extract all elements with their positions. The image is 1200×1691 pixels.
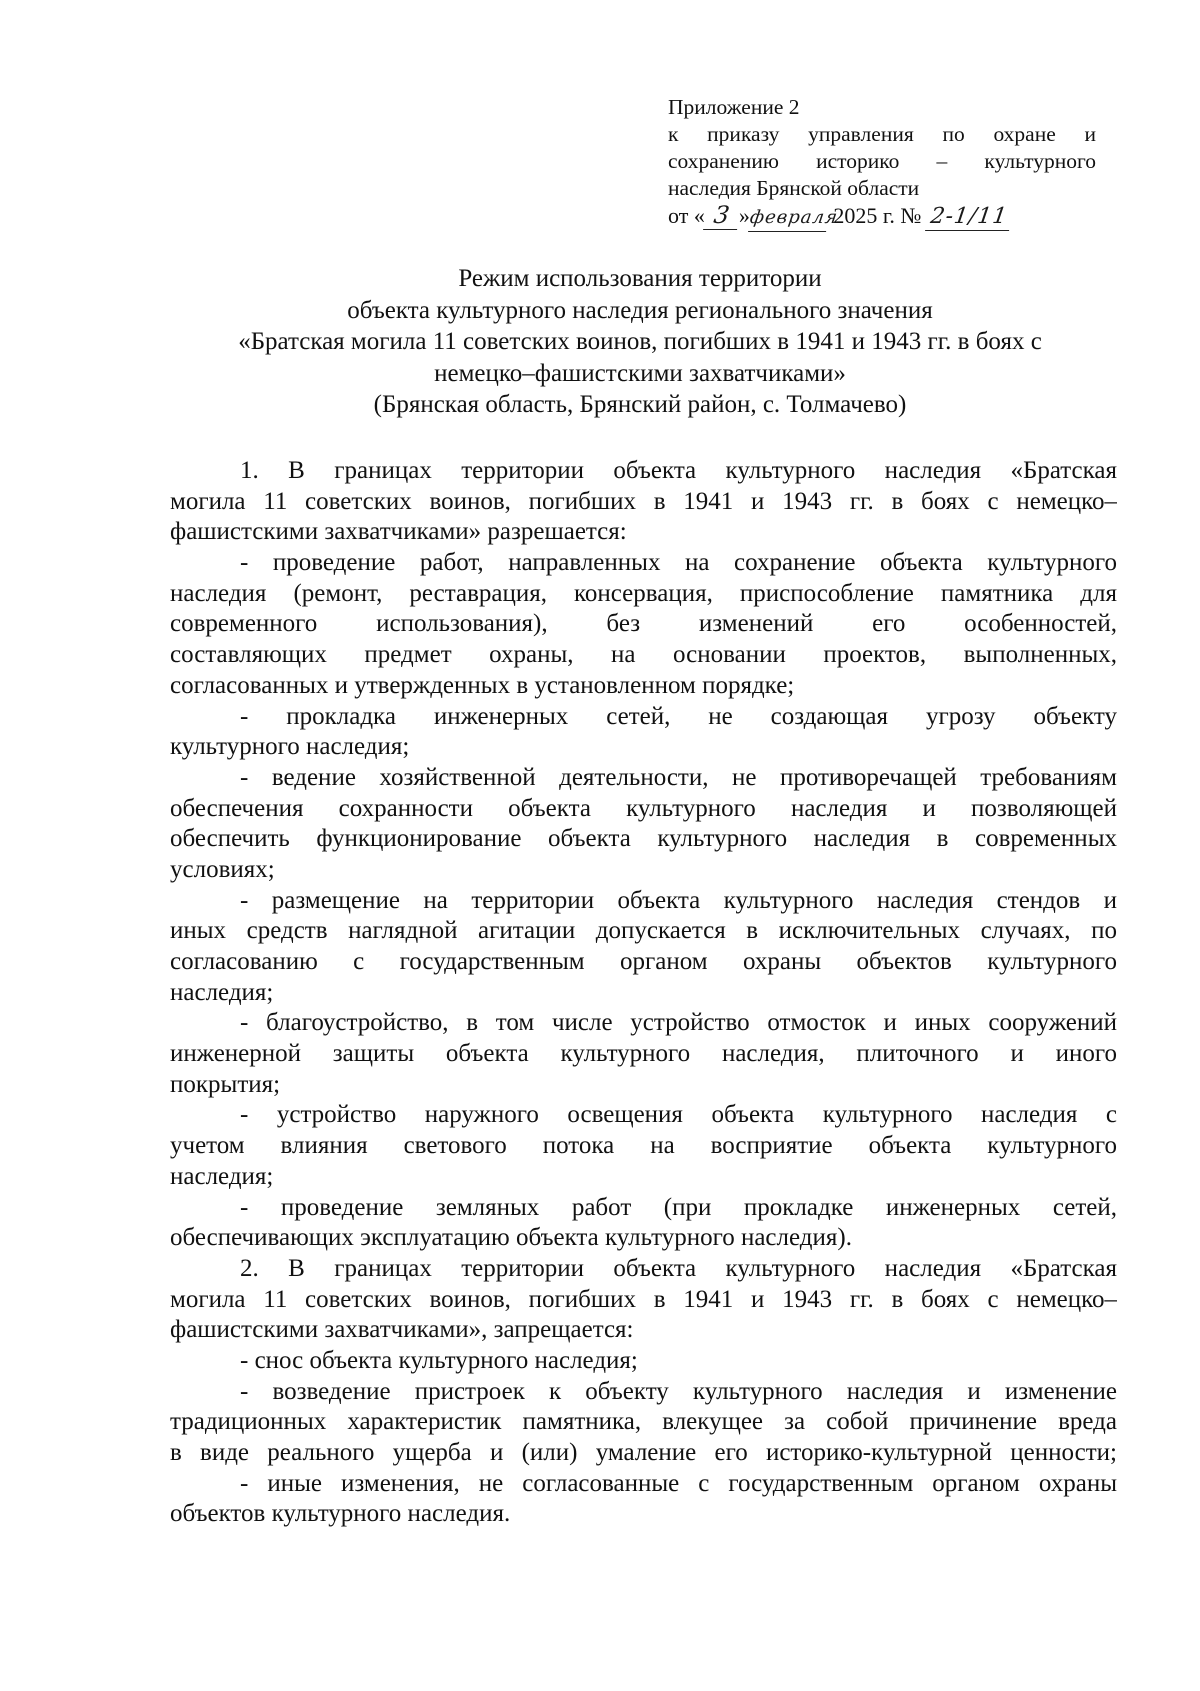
date-prefix: от « [668,203,705,228]
body-line: - иные изменения, не согласованные с государственным органом охраны [240,1469,1117,1497]
body-line: обеспечения сохранности объекта культурного наследия и позволяющей [170,794,1117,822]
body-line: 2. В границах территории объекта культурного наследия «Братская [240,1254,1117,1282]
body-line: культурного наследия; [170,733,410,761]
title-line: Режим использования территории [458,265,822,292]
body-line: - размещение на территории объекта культурного наследия стендов и [240,886,1117,914]
appendix-date-line [668,202,1096,232]
appendix-line: к приказу управления по охране и [668,122,1096,146]
body-line: - ведение хозяйственной деятельности, не противоречащей требованиям [240,763,1117,791]
handwritten-day: 3 [703,202,741,230]
body-line: могила 11 советских воинов, погибших в 1941 и 1943 гг. в боях с немецко– [170,1285,1117,1313]
body-line: в виде реального ущерба и (или) умаление его историко-культурной ценности; [170,1439,1117,1466]
document-title [160,263,1120,421]
title-line: объекта культурного наследия регионального значения [347,296,933,324]
body-line: обеспечивающих эксплуатацию объекта культурного наследия). [170,1224,852,1252]
body-line: иных средств наглядной агитации допускается в исключительных случаях, по [170,917,1117,945]
title-line: «Братская могила 11 советских воинов, погибших в 1941 и 1943 гг. в боях с [238,328,1042,355]
appendix-line: сохранению историко – культурного [668,149,1096,173]
body-line: объектов культурного наследия. [170,1500,511,1528]
appendix-line: наследия Брянской области [668,176,920,200]
body-line: наследия; [170,1162,274,1190]
body-line: инженерной защиты объекта культурного наследия, плиточного и иного [170,1040,1117,1068]
body-line: наследия (ремонт, реставрация, консервация, приспособление памятника для [170,579,1117,607]
body-line: наследия; [170,978,274,1006]
date-separator: » [738,203,750,228]
body-line: согласованию с государственным органом охраны объектов культурного [170,948,1117,975]
title-line: (Брянская область, Брянский район, с. Толмачево) [373,391,907,418]
body-line: современного использования), без изменений его особенностей, [170,610,1117,638]
title-line: немецко–фашистскими захватчиками» [434,359,846,387]
body-line: могила 11 советских воинов, погибших в 1941 и 1943 гг. в боях с немецко– [170,487,1117,515]
body-line: - возведение пристроек к объекту культурного наследия и изменение [240,1377,1117,1405]
body-line: условиях; [170,855,275,883]
appendix-block [668,94,1096,232]
appendix-heading: Приложение 2 [668,95,800,119]
body-line: - снос объекта культурного наследия; [240,1346,638,1374]
body-line: покрытия; [170,1070,281,1098]
body-line: составляющих предмет охраны, на основании проектов, выполненных, [170,641,1117,669]
body-line: фашистскими захватчиками» разрешается: [170,518,627,546]
body-line: обеспечить функционирование объекта культурного наследия в современных [170,825,1117,853]
body-line: фашистскими захватчиками», запрещается: [170,1316,634,1344]
body-line: традиционных характеристик памятника, влекущее за собой причинение вреда [170,1408,1117,1436]
body-line: согласованных и утвержденных в установленном порядке; [170,671,795,699]
document-body [170,456,1117,1530]
body-line: - проведение работ, направленных на сохранение объекта культурного [240,549,1117,577]
body-line: - благоустройство, в том числе устройство отмосток и иных сооружений [240,1009,1117,1037]
body-line: - прокладка инженерных сетей, не создающая угрозу объекту [240,702,1117,730]
body-line: - устройство наружного освещения объекта культурного наследия с [240,1101,1117,1129]
year-and-number-label: 2025 г. № [833,203,922,228]
body-line: 1. В границах территории объекта культурного наследия «Братская [240,457,1117,484]
body-line: - проведение земляных работ (при прокладке инженерных сетей, [240,1193,1117,1221]
handwritten-month: февраля [748,204,830,232]
body-line: учетом влияния светового потока на восприятие объекта культурного [170,1132,1117,1160]
handwritten-order-number: 2-1/11 [925,203,1013,231]
